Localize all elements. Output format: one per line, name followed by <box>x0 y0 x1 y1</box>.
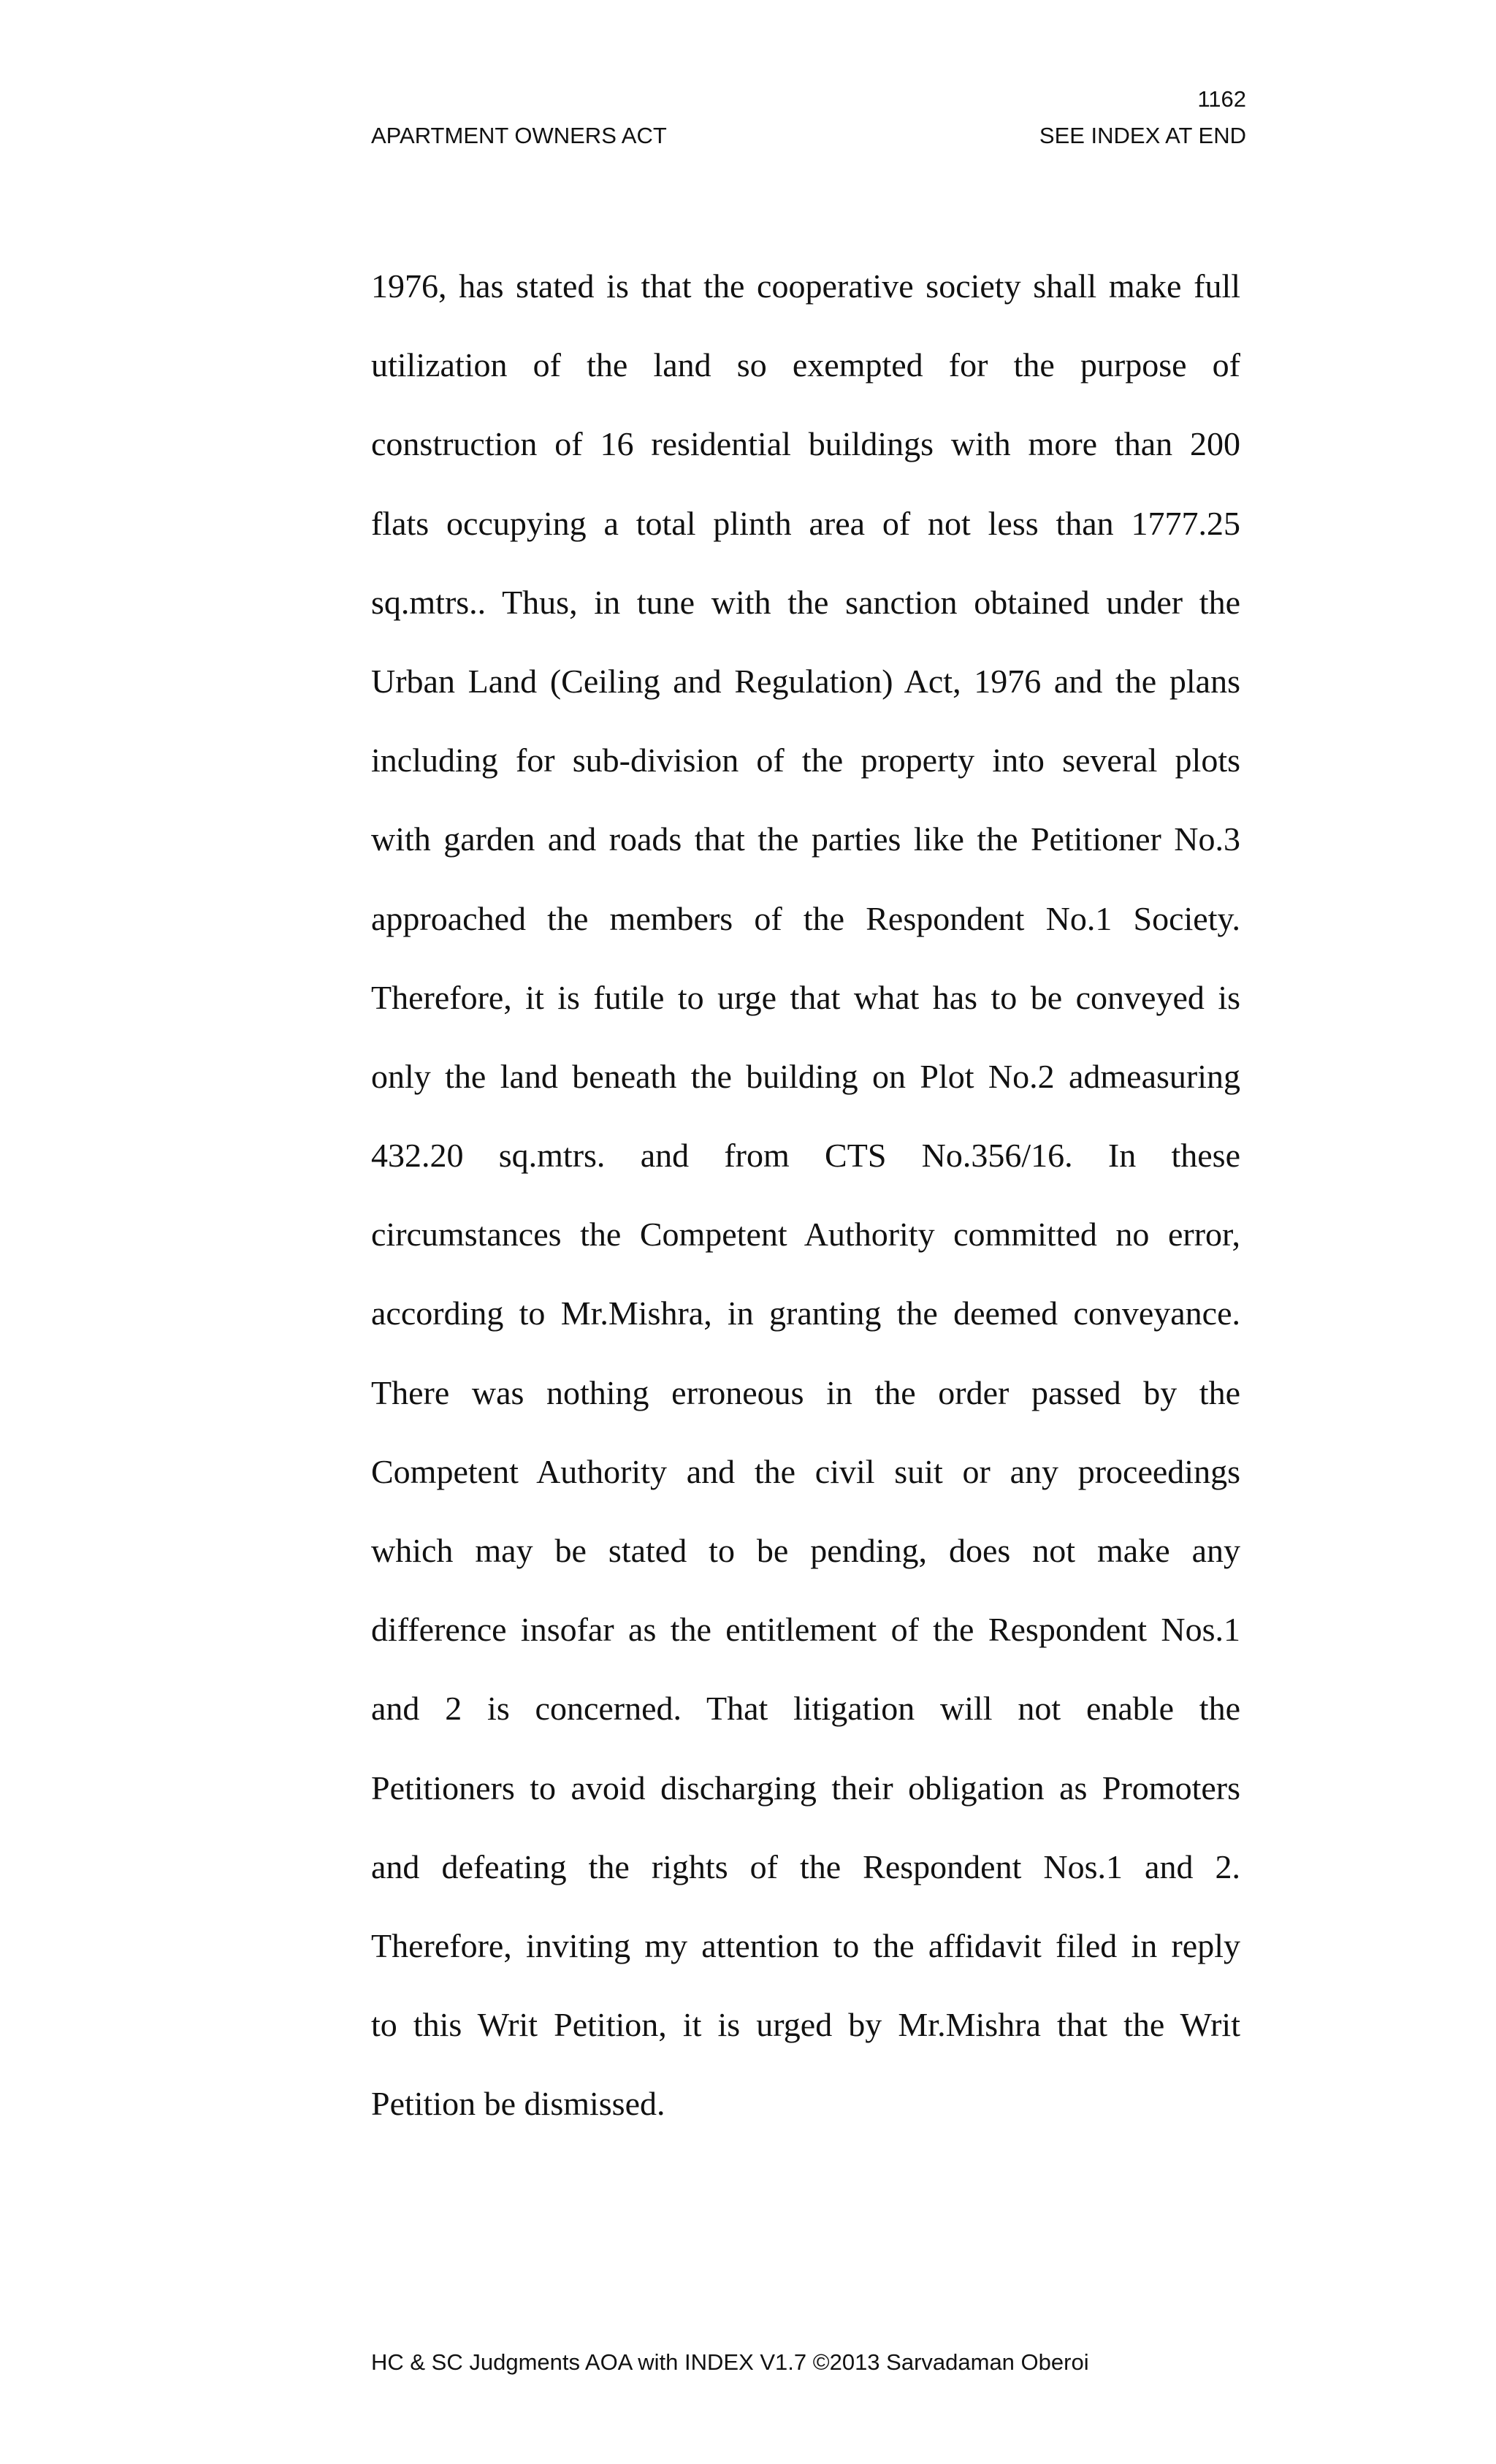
body-line: according to Mr.Mishra, in granting the deemed conveyance. <box>371 1294 1240 1332</box>
body-line: and 2 is concerned. That litigation will not enable the <box>371 1690 1240 1728</box>
body-line: 432.20 sq.mtrs. and from CTS No.356/16. In these <box>371 1137 1240 1175</box>
body-line: which may be stated to be pending, does not make any <box>371 1532 1240 1569</box>
body-line: approached the members of the Respondent No.1 Society. <box>371 899 1240 937</box>
body-line-last: Petition be dismissed. <box>371 2085 665 2123</box>
body-line: only the land beneath the building on Plot No.2 admeasuring <box>371 1057 1240 1095</box>
body-line: to this Writ Petition, it is urged by Mr.Mishra that the Writ <box>371 2006 1240 2044</box>
body-line: 1976, has stated is that the cooperative society shall make full <box>371 267 1240 305</box>
body-paragraph <box>371 260 1240 2157</box>
body-line: Urban Land (Ceiling and Regulation) Act, 1976 and the plans <box>371 662 1240 700</box>
body-line: and defeating the rights of the Respondent Nos.1 and 2. <box>371 1847 1240 1885</box>
body-line: difference insofar as the entitlement of the Respondent Nos.1 <box>371 1611 1240 1649</box>
page-number: 1162 <box>1197 86 1246 112</box>
page-footer: HC & SC Judgments AOA with INDEX V1.7 ©2013 Sarvadaman Oberoi <box>371 2349 1089 2375</box>
body-line: There was nothing erroneous in the order passed by the <box>371 1373 1240 1411</box>
body-line: construction of 16 residential buildings with more than 200 <box>371 425 1240 463</box>
body-line: including for sub-division of the property into several plots <box>371 741 1240 779</box>
body-line: Therefore, it is futile to urge that what has to be conveyed is <box>371 978 1240 1016</box>
body-line: sq.mtrs.. Thus, in tune with the sanction obtained under the <box>371 583 1240 621</box>
body-line: with garden and roads that the parties like the Petitioner No.3 <box>371 820 1240 858</box>
running-header-title: APARTMENT OWNERS ACT <box>371 123 667 148</box>
body-line: Competent Authority and the civil suit or any proceedings <box>371 1452 1240 1490</box>
body-line: Petitioners to avoid discharging their obligation as Promoters <box>371 1769 1240 1807</box>
body-line: flats occupying a total plinth area of not less than 1777.25 <box>371 504 1240 542</box>
body-line: utilization of the land so exempted for the purpose of <box>371 346 1240 384</box>
running-header-index-note: SEE INDEX AT END <box>1039 123 1246 148</box>
body-line: circumstances the Competent Authority committed no error, <box>371 1216 1240 1254</box>
body-line: Therefore, inviting my attention to the affidavit filed in reply <box>371 1926 1240 1964</box>
